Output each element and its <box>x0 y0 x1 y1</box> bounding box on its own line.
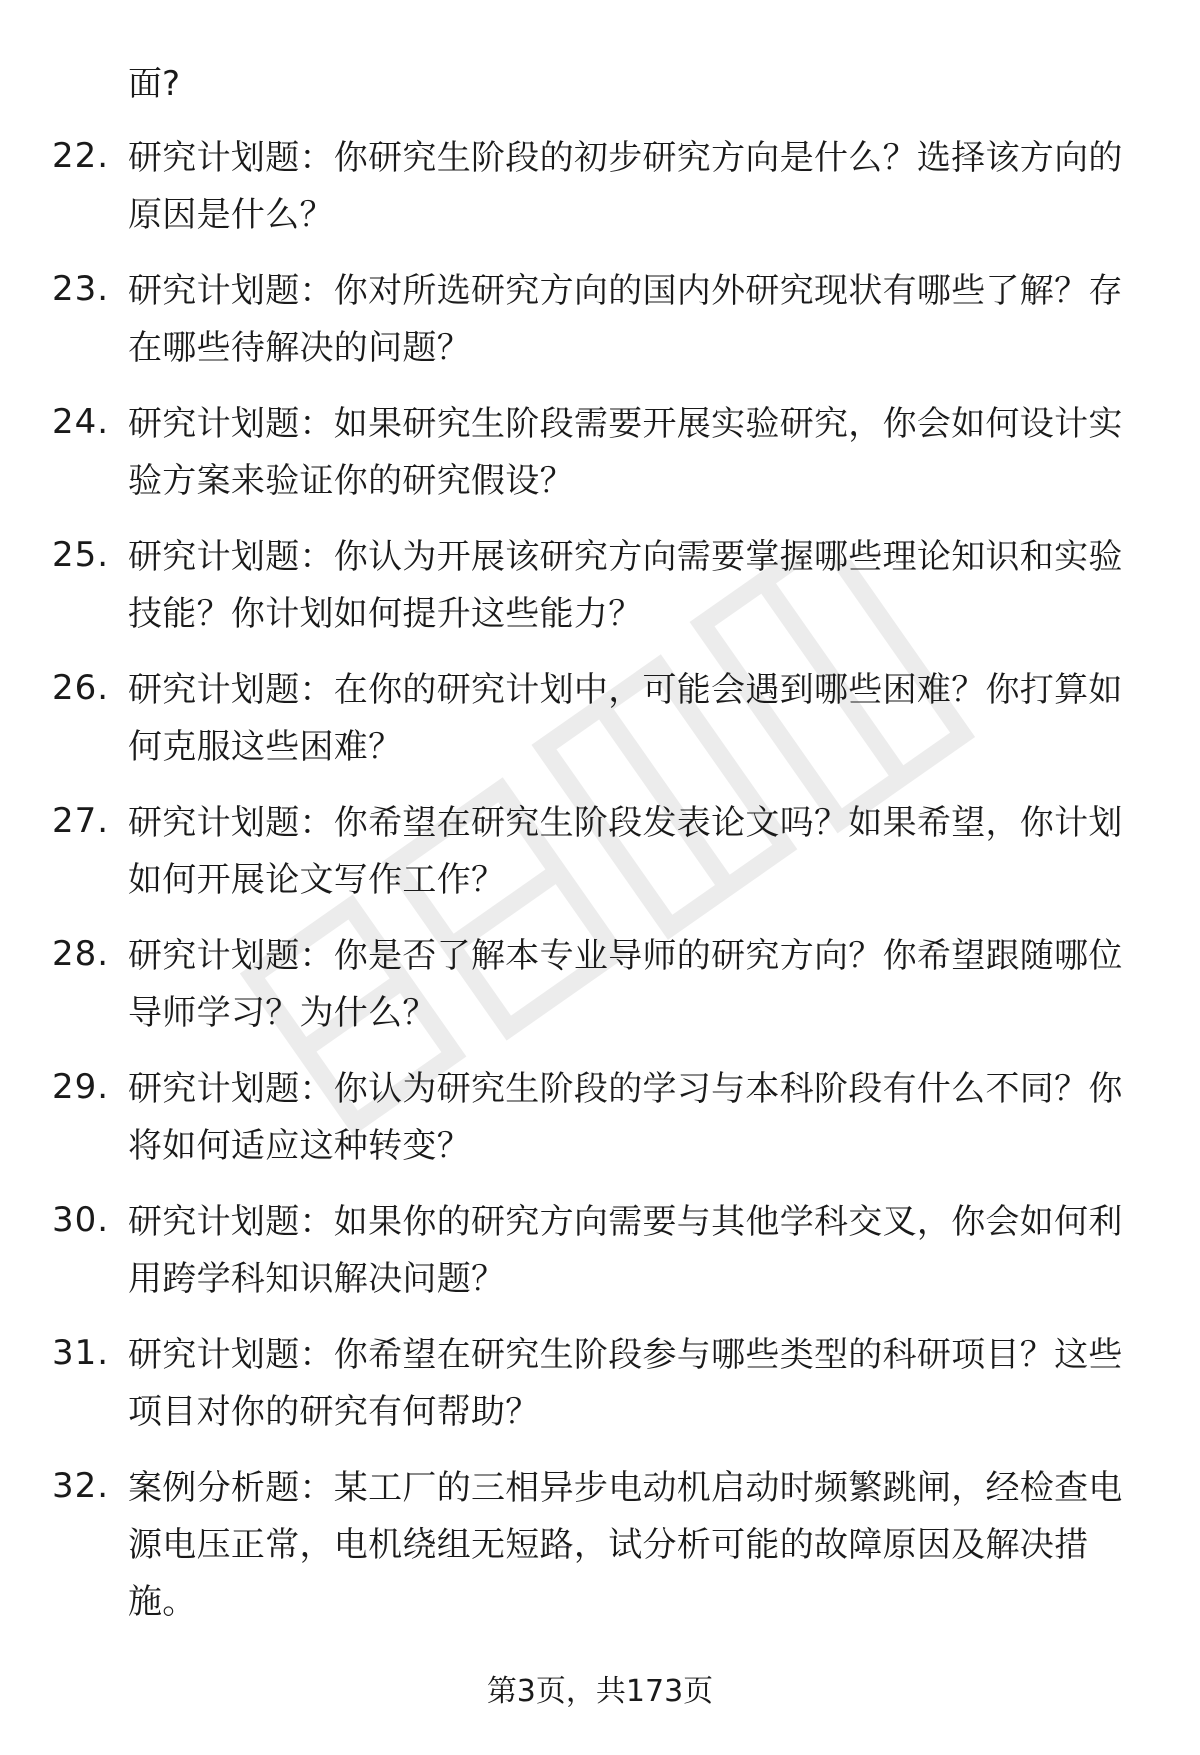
question-number: 32. <box>52 1466 110 1506</box>
question-item <box>0 529 1200 662</box>
question-item <box>0 1061 1200 1194</box>
question-number: 23. <box>52 269 110 309</box>
question-number: 25. <box>52 535 110 575</box>
question-list <box>0 130 1200 1650</box>
question-text: 研究计划题：你认为研究生阶段的学习与本科阶段有什么不同？你将如何适应这种转变？ <box>128 1069 1123 1166</box>
question-number: 30. <box>52 1200 110 1240</box>
question-text: 研究计划题：你希望在研究生阶段发表论文吗？如果希望，你计划如何开展论文写作工作？ <box>128 803 1123 900</box>
question-item <box>0 662 1200 795</box>
question-text: 研究计划题：你是否了解本专业导师的研究方向？你希望跟随哪位导师学习？为什么？ <box>128 936 1123 1033</box>
question-text: 研究计划题：你认为开展该研究方向需要掌握哪些理论知识和实验技能？你计划如何提升这些能力？ <box>128 537 1123 634</box>
question-item <box>0 396 1200 529</box>
question-item <box>0 263 1200 396</box>
question-item <box>0 1327 1200 1460</box>
question-text: 研究计划题：你希望在研究生阶段参与哪些类型的科研项目？这些项目对你的研究有何帮助？ <box>128 1335 1123 1432</box>
question-item <box>0 130 1200 263</box>
question-number: 31. <box>52 1333 110 1373</box>
question-number: 29. <box>52 1067 110 1107</box>
question-number: 22. <box>52 136 110 176</box>
question-item <box>0 928 1200 1061</box>
question-text: 研究计划题：你对所选研究方向的国内外研究现状有哪些了解？存在哪些待解决的问题？ <box>128 271 1123 368</box>
question-text: 案例分析题：某工厂的三相异步电动机启动时频繁跳闸，经检查电源电压正常，电机绕组无短路，试分析可能的故障原因及解决措施。 <box>128 1468 1123 1622</box>
question-number: 27. <box>52 801 110 841</box>
question-text: 研究计划题：如果你的研究方向需要与其他学科交叉，你会如何利用跨学科知识解决问题？ <box>128 1202 1123 1299</box>
question-number: 28. <box>52 934 110 974</box>
question-item <box>0 1460 1200 1650</box>
question-text: 研究计划题：如果研究生阶段需要开展实验研究，你会如何设计实验方案来验证你的研究假设？ <box>128 404 1123 501</box>
continuation-text: 面? <box>128 64 181 104</box>
question-item <box>0 1194 1200 1327</box>
question-item <box>0 795 1200 928</box>
page-footer: 第3页，共173页 <box>486 1674 714 1709</box>
question-number: 26. <box>52 668 110 708</box>
question-number: 24. <box>52 402 110 442</box>
question-text: 研究计划题：你研究生阶段的初步研究方向是什么？选择该方向的原因是什么？ <box>128 138 1123 235</box>
question-text: 研究计划题：在你的研究计划中，可能会遇到哪些困难？你打算如何克服这些困难？ <box>128 670 1123 767</box>
